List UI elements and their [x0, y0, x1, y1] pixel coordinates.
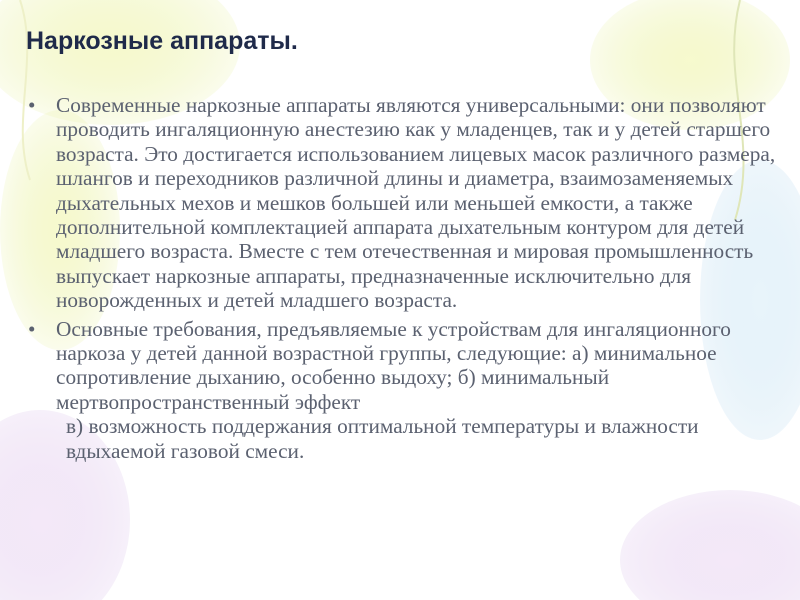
bullet-list — [28, 93, 778, 463]
bullet-marker: • — [28, 93, 36, 117]
bullet-text: Основные требования, предъявляемые к устройствам для ингаляционного наркоза у детей данной возрастной группы, следующие: а) минимальное сопротивление дыханию, особенно выдоху; б) минимальный мертвопространственный эффект — [56, 316, 731, 414]
bullet-marker: • — [28, 316, 36, 341]
slide-title: Наркозные аппараты. — [26, 27, 298, 55]
bullet-item — [28, 93, 778, 313]
bullet-item — [28, 317, 778, 415]
bullet-text: Современные наркозные аппараты являются универсальными: они позволяют проводить ингаляционную анестезию как у младенцев, так и у детей старшего возраста. Это достигается использованием лицевых масок различного размера, шлангов и переходников различной длины и диаметра, взаимозаменяемых дыхательных мехов и мешков большей или меньшей емкости, а также дополнительной комплектацией аппарата дыхательным контуром для детей младшего возраста. Вместе с тем отечественная и мировая промышленность выпускает наркозные аппараты, предназначенные исключительно для новорожденных и детей младшего возраста. — [56, 93, 776, 313]
bullet-continuation: в) возможность поддержания оптимальной температуры и влажности вдыхаемой газовой смеси. — [66, 414, 699, 463]
